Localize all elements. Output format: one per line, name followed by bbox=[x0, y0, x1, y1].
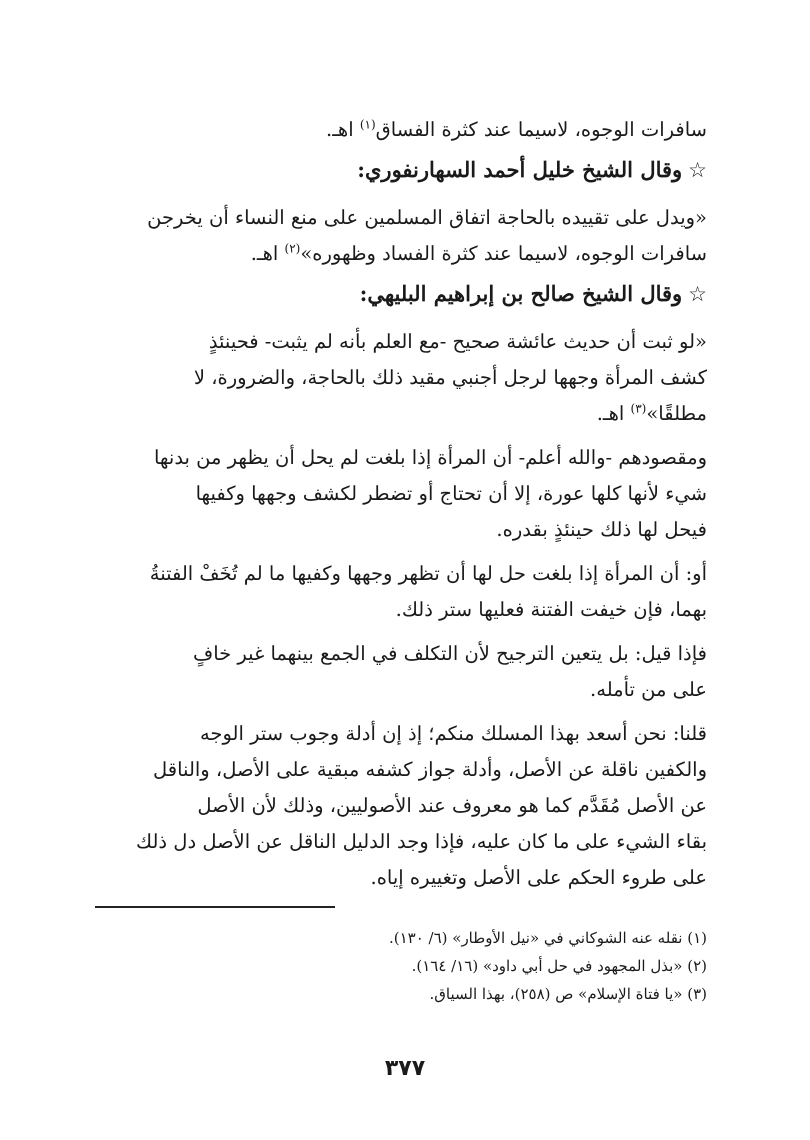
text-segment: اهـ. bbox=[596, 402, 631, 425]
text-line: ومقصودهم -والله أعلم- أن المرأة إذا بلغت لم يحل أن يظهر من بدنها bbox=[153, 446, 707, 469]
text-line: كشف المرأة وجهها لرجل أجنبي مقيد ذلك بالحاجة، والضرورة، لا bbox=[193, 366, 707, 389]
text-line: بهما، فإن خيفت الفتنة فعليها ستر ذلك. bbox=[395, 598, 707, 621]
text-segment: اهـ. bbox=[250, 242, 285, 265]
footnote-item: (٣) «يا فتاة الإسلام» ص (٢٥٨)، بهذا السياق. bbox=[429, 985, 707, 1003]
footnote-divider bbox=[95, 906, 335, 908]
footnote-ref[interactable]: (٣) bbox=[630, 401, 647, 416]
text-line: على من تأمله. bbox=[590, 678, 707, 701]
star-icon: ☆ bbox=[688, 282, 707, 306]
text-line bbox=[95, 396, 707, 432]
page-content bbox=[95, 112, 707, 1008]
heading-text: وقال الشيخ خليل أحمد السهارنفوري: bbox=[357, 157, 683, 182]
text-line: شيء لأنها كلها عورة، إلا أن تحتاج أو تضطر لكشف وجهها وكفيها bbox=[195, 482, 707, 505]
footnote-ref[interactable]: (٢) bbox=[284, 241, 301, 256]
text-segment: اهـ. bbox=[326, 118, 360, 141]
footnote-item: (٢) «بذل المجهود في حل أبي داود» (١٦/ ١٦٤). bbox=[411, 957, 707, 975]
text-line: والكفين ناقلة عن الأصل، وأدلة جواز كشفه مبقية على الأصل، والناقل bbox=[153, 758, 707, 781]
footnote-ref[interactable]: (١) bbox=[359, 117, 376, 132]
text-segment: سافرات الوجوه، لاسيما عند كثرة الفساد وظهوره» bbox=[300, 242, 707, 265]
text-line: عن الأصل مُقَدَّم كما هو معروف عند الأصوليين، وذلك لأن الأصل bbox=[197, 794, 707, 817]
text-segment: سافرات الوجوه، لاسيما عند كثرة الفساق bbox=[375, 118, 707, 141]
star-icon: ☆ bbox=[688, 158, 707, 182]
text-line: «لو ثبت أن حديث عائشة صحيح -مع العلم بأنه لم يثبت- فحينئذٍ bbox=[208, 330, 707, 353]
footnote-item: (١) نقله عنه الشوكاني في «نيل الأوطار» (٦/ ١٣٠). bbox=[388, 929, 707, 947]
section-heading bbox=[95, 148, 707, 192]
text-line: «ويدل على تقييده بالحاجة اتفاق المسلمين على منع النساء أن يخرجن bbox=[147, 206, 707, 229]
page-number: ٣٧٧ bbox=[384, 1056, 426, 1081]
heading-text: وقال الشيخ صالح بن إبراهيم البليهي: bbox=[359, 281, 683, 306]
text-line: فإذا قيل: بل يتعين الترجيح لأن التكلف في الجمع بينهما غير خافٍ bbox=[193, 642, 707, 665]
text-line: بقاء الشيء على ما كان عليه، فإذا وجد الدليل الناقل عن الأصل دل ذلك bbox=[136, 830, 707, 853]
footnotes bbox=[95, 920, 707, 1008]
text-line: على طروء الحكم على الأصل وتغييره إياه. bbox=[370, 866, 707, 889]
text-line: قلنا: نحن أسعد بهذا المسلك منكم؛ إذ إن أدلة وجوب ستر الوجه bbox=[199, 722, 707, 745]
text-segment: مطلقًا» bbox=[646, 402, 707, 425]
text-line: أو: أن المرأة إذا بلغت حل لها أن تظهر وجهها وكفيها ما لم تُخَفْ الفتنةُ bbox=[149, 562, 707, 585]
text-line bbox=[95, 112, 707, 148]
text-line bbox=[95, 236, 707, 272]
text-line: فيحل لها ذلك حينئذٍ بقدره. bbox=[496, 518, 707, 541]
section-heading bbox=[95, 272, 707, 316]
